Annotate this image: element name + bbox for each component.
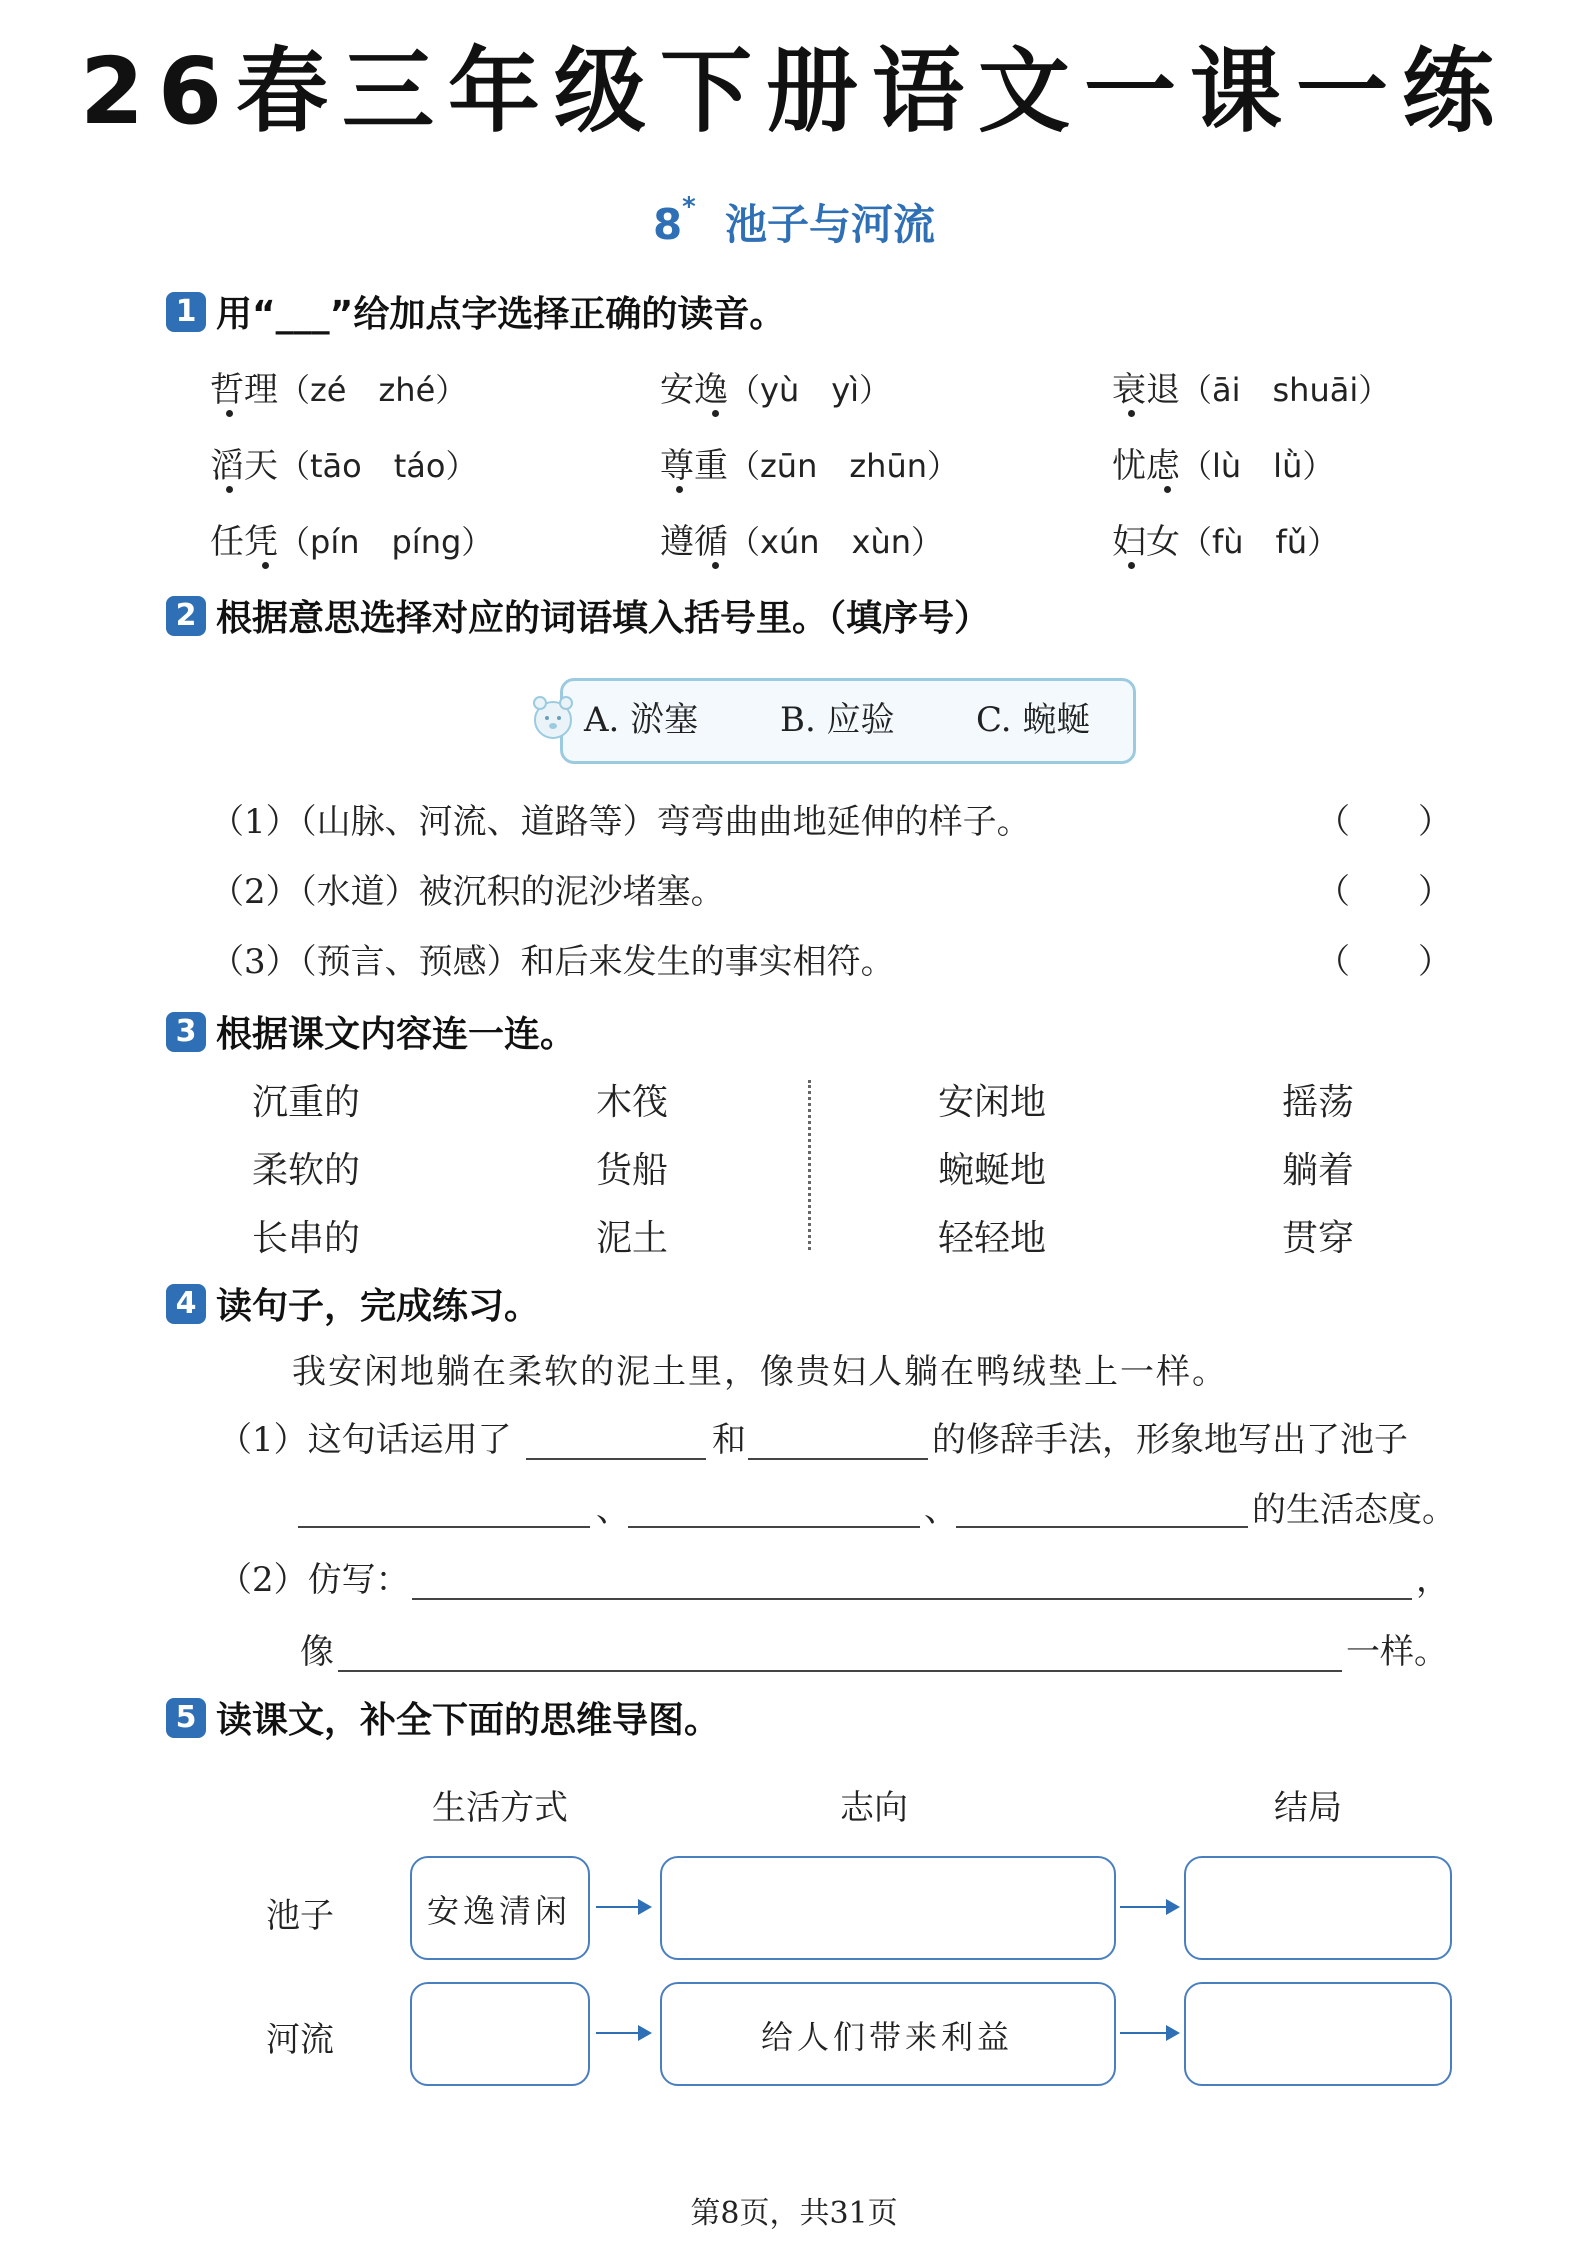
emphasis-dot [1164,486,1171,493]
part-2-label: （2）仿写： [218,1560,410,1600]
fill-blank[interactable] [956,1526,1248,1528]
arrow-connector [596,1906,640,1908]
separator: 、 [596,1490,630,1530]
answer-parenthesis[interactable]: （ ） [1316,872,1452,912]
question-3-prompt: 根据课文内容连一连。 [216,1014,577,1055]
part-1-label: （1）这句话运用了 [218,1420,512,1460]
emphasis-dot [262,562,269,569]
pinyin-item-options: （pín píng） [278,523,494,561]
part-2-end: 一样。 [1346,1632,1448,1672]
column-heading: 志向 [840,1788,908,1828]
emphasis-dot [226,486,233,493]
pinyin-item-options: （fù fǔ） [1180,523,1340,561]
row-heading-river: 河流 [266,2020,334,2060]
question-2-heading [166,590,990,641]
pinyin-item [1112,514,1339,563]
pond-outcome-box[interactable] [1184,1856,1452,1960]
question-1-heading [166,286,785,337]
definition-item: （2）（水道）被沉积的泥沙堵塞。 [210,872,725,912]
emphasis-dot [676,486,683,493]
part-2-comma: ， [1416,1560,1450,1600]
fill-blank[interactable] [338,1670,1342,1672]
pond-ambition-box[interactable] [660,1856,1116,1960]
row-heading-pond: 池子 [266,1896,334,1936]
pinyin-item [210,438,477,487]
match-left-item[interactable]: 轻轻地 [938,1218,1047,1259]
pinyin-item-options: （āi shuāi） [1180,371,1391,409]
match-left-item[interactable]: 蜿蜒地 [938,1150,1047,1191]
question-5-number: 5 [166,1698,206,1738]
pinyin-item-options: （xún xùn） [728,523,944,561]
question-2-prompt: 根据意思选择对应的词语填入括号里。（填序号） [216,598,991,639]
river-outcome-box[interactable] [1184,1982,1452,2086]
fill-blank[interactable] [628,1526,920,1528]
fill-blank[interactable] [298,1526,590,1528]
pinyin-item [660,514,943,563]
question-5-heading [166,1692,720,1743]
pinyin-item [660,438,959,487]
arrow-head-icon [638,1899,652,1915]
emphasis-dot [712,410,719,417]
pinyin-item [660,362,891,411]
lesson-title [0,192,1588,252]
fill-blank[interactable] [748,1458,928,1460]
emphasis-dot [1128,562,1135,569]
question-4-prompt: 读句子，完成练习。 [216,1286,541,1327]
pinyin-item [1112,438,1334,487]
arrow-connector [1120,2032,1168,2034]
match-left-item[interactable]: 沉重的 [252,1082,361,1123]
question-3-heading [166,1006,576,1057]
pinyin-item-word: 衰退 [1112,370,1180,410]
match-right-item[interactable]: 躺着 [1282,1150,1355,1191]
pinyin-item [1112,362,1390,411]
emphasis-dot [1128,410,1135,417]
pinyin-item-options: （tāo táo） [278,447,478,485]
part-1-tail: 的修辞手法，形象地写出了池子 [932,1420,1408,1460]
arrow-head-icon [638,2025,652,2041]
river-lifestyle-box[interactable] [410,1982,590,2086]
pinyin-item [210,362,467,411]
option-b: B. 应验 [780,700,895,740]
pinyin-item-options: （zūn zhūn） [728,447,960,485]
option-c: C. 蜿蜒 [976,700,1091,740]
match-left-item[interactable]: 长串的 [252,1218,361,1259]
arrow-connector [596,2032,640,2034]
option-a: A. 淤塞 [584,700,699,740]
pinyin-item-word: 哲理 [210,370,278,410]
question-2-number: 2 [166,596,206,636]
lesson-name: 池子与河流 [725,200,936,249]
question-1-prompt: 用“___”给加点字选择正确的读音。 [216,294,786,335]
page-footer: 第8页，共31页 [690,2196,898,2231]
pinyin-item-word: 遵循 [660,522,728,562]
match-left-item[interactable]: 安闲地 [938,1082,1047,1123]
column-heading: 结局 [1274,1788,1342,1828]
column-heading: 生活方式 [432,1788,568,1828]
pinyin-item [210,514,493,563]
question-4-heading [166,1278,540,1329]
emphasis-dot [712,562,719,569]
page-main-title: 26春三年级下册语文一课一练 [79,38,1509,145]
answer-parenthesis[interactable]: （ ） [1316,942,1452,982]
column-divider [808,1080,811,1250]
pinyin-item-options: （zé zhé） [278,371,468,409]
pinyin-item-options: （yù yì） [728,371,892,409]
match-right-item[interactable]: 贯穿 [1282,1218,1355,1259]
match-right-item[interactable]: 木筏 [596,1082,669,1123]
lesson-star: * [682,192,696,222]
question-5-prompt: 读课文，补全下面的思维导图。 [216,1700,721,1741]
arrow-connector [1120,1906,1168,1908]
pond-lifestyle-text: 安逸清闲 [426,1892,571,1930]
separator: 、 [924,1490,958,1530]
definition-item: （3）（预言、预感）和后来发生的事实相符。 [210,942,895,982]
answer-parenthesis[interactable]: （ ） [1316,802,1452,842]
arrow-head-icon [1166,1899,1180,1915]
pinyin-item-word: 滔天 [210,446,278,486]
part-1-and: 和 [712,1420,746,1460]
fill-blank[interactable] [526,1458,706,1460]
fill-blank[interactable] [412,1598,1412,1600]
part-2-like: 像 [300,1632,334,1672]
lesson-number: 8 [652,200,683,249]
example-sentence: 我安闲地躺在柔软的泥土里，像贵妇人躺在鸭绒垫上一样。 [292,1352,1228,1392]
match-right-item[interactable]: 摇荡 [1282,1082,1355,1123]
pinyin-item-word: 尊重 [660,446,728,486]
pinyin-item-word: 妇女 [1112,522,1180,562]
match-right-item[interactable]: 泥土 [596,1218,669,1259]
match-right-item[interactable]: 货船 [596,1150,669,1191]
part-1-end: 的生活态度。 [1252,1490,1456,1530]
pinyin-item-word: 忧虑 [1112,446,1180,486]
bear-icon [528,690,578,746]
pinyin-item-word: 任凭 [210,522,278,562]
question-3-number: 3 [166,1012,206,1052]
river-ambition-text: 给人们带来利益 [760,2018,1013,2056]
pinyin-item-options: （lù lǜ） [1180,447,1335,485]
question-4-number: 4 [166,1284,206,1324]
match-left-item[interactable]: 柔软的 [252,1150,361,1191]
arrow-head-icon [1166,2025,1180,2041]
emphasis-dot [226,410,233,417]
definition-item: （1）（山脉、河流、道路等）弯弯曲曲地延伸的样子。 [210,802,1031,842]
pinyin-item-word: 安逸 [660,370,728,410]
question-1-number: 1 [166,292,206,332]
